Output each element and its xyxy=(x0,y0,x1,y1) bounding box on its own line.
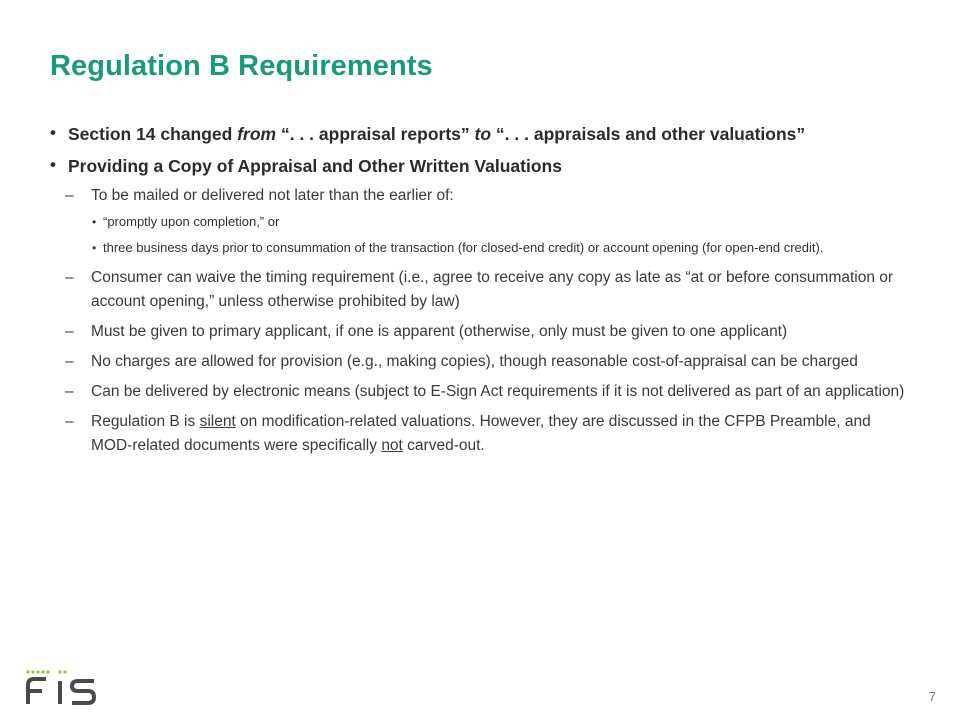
underlined-word: silent xyxy=(199,413,236,430)
sub-bullet-primary-applicant xyxy=(50,320,910,344)
bullet-icon: • xyxy=(50,155,56,174)
dash-icon: – xyxy=(65,353,74,370)
sub-bullet-no-charges xyxy=(50,350,910,374)
bullet-icon: • xyxy=(92,215,97,229)
logo-dot xyxy=(26,670,29,673)
bullet-text-italic: from xyxy=(237,124,277,144)
slide-title: Regulation B Requirements xyxy=(50,50,433,82)
logo-dot xyxy=(46,670,49,673)
sub-bullet-text: Must be given to primary applicant, if one is apparent (otherwise, only must be given to one applicant) xyxy=(91,323,788,340)
bullet-icon: • xyxy=(50,123,56,142)
dash-icon: – xyxy=(65,383,74,400)
logo-dot xyxy=(36,670,39,673)
logo-dot xyxy=(41,670,44,673)
logo-letter-s xyxy=(72,681,94,703)
dash-icon: – xyxy=(65,187,74,204)
fis-logo-icon xyxy=(24,668,98,711)
logo-letters xyxy=(28,679,94,704)
bullet-text: Providing a Copy of Appraisal and Other Written Valuations xyxy=(68,156,562,176)
sub-sub-bullet-three-days xyxy=(50,238,910,258)
dash-icon: – xyxy=(65,269,74,286)
sub-bullet-text: To be mailed or delivered not later than the earlier of: xyxy=(91,187,454,204)
underlined-word: not xyxy=(381,437,403,454)
sub-bullet-text: No charges are allowed for provision (e.g., making copies), though reasonable cost-of-appraisal can be charged xyxy=(91,353,858,370)
sub-bullet-text: Can be delivered by electronic means (subject to E-Sign Act requirements if it is not delivered as part of an application) xyxy=(91,383,905,400)
sub-bullet-timing xyxy=(50,184,910,208)
dash-icon: – xyxy=(65,323,74,340)
sub-bullet-text: Consumer can waive the timing requirement (i.e., agree to receive any copy as late as “at or before consummation or account opening,” unless otherwise prohibited by law) xyxy=(91,269,894,310)
logo-dot xyxy=(63,670,66,673)
slide-content xyxy=(50,122,910,458)
logo-dot xyxy=(58,670,61,673)
bullet-section-14 xyxy=(50,122,910,146)
bullet-text: “. . . appraisals and other valuations” xyxy=(491,124,806,144)
sub-bullet-waive xyxy=(50,266,910,314)
sub-bullet-text: Regulation B is xyxy=(91,413,200,430)
bullet-providing-copy xyxy=(50,154,910,178)
sub-sub-bullet-promptly xyxy=(50,212,910,232)
dash-icon: – xyxy=(65,413,74,430)
sub-sub-bullet-text: three business days prior to consummation of the transaction (for closed-end credit) or account opening (for open-end credit). xyxy=(103,240,824,255)
logo-dots xyxy=(26,670,66,673)
sub-bullet-text: on modification-related valuations. However, they are discussed in the CFPB Preamble, and MOD-related documents were specifically xyxy=(91,413,871,454)
sub-sub-bullet-text: “promptly upon completion,” or xyxy=(103,214,280,229)
sub-bullet-text: carved-out. xyxy=(402,437,485,454)
sub-bullet-electronic xyxy=(50,380,910,404)
bullet-icon: • xyxy=(92,241,97,255)
bullet-text: Section 14 changed xyxy=(68,124,238,144)
page-number: 7 xyxy=(928,689,936,704)
bullet-text-italic: to xyxy=(474,124,492,144)
fis-logo-svg xyxy=(24,668,98,706)
sub-bullet-modification xyxy=(50,410,910,458)
logo-dot xyxy=(31,670,34,673)
bullet-text: “. . . appraisal reports” xyxy=(276,124,475,144)
